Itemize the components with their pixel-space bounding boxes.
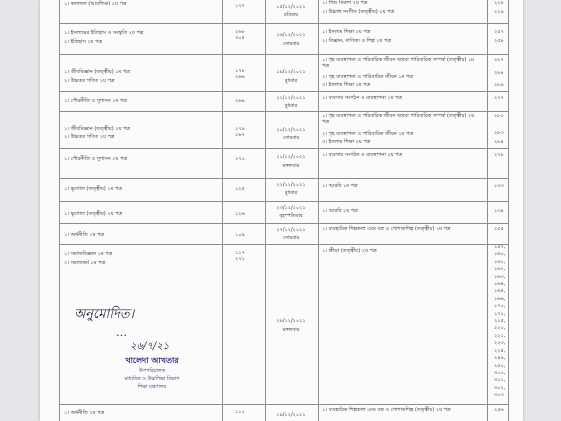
subject-line: ১। সমাজবিজ্ঞান ১ম পত্র — [64, 251, 113, 257]
subject-code: ১৫৭, — [494, 244, 506, 250]
exam-day: সোমবার — [282, 235, 300, 241]
exam-date: ২০/১২/২০২১ — [276, 127, 306, 133]
column-rule — [508, 0, 509, 421]
exam-line: ১। আরবি ১ম পত্র — [322, 183, 358, 189]
subject-code: ১৬০, — [494, 251, 506, 258]
subject-code: ২৭৭ — [494, 95, 504, 101]
row-rule — [59, 54, 509, 55]
subject-code: ২২৯ — [494, 9, 504, 15]
exam-date: ১৫/১২/২০২১ — [276, 4, 306, 10]
exam-day: সোমবার — [282, 41, 300, 47]
subject-code: ৩০০, — [494, 369, 506, 376]
subject-code: ২২৮ — [494, 0, 504, 6]
subject-line: ১। অর্থনীতি ১ম পত্র — [64, 232, 105, 238]
exam-day: বুধবার — [284, 103, 298, 109]
subject-code: ২৮৩ — [494, 130, 504, 136]
subject-code: ১৩৩ — [494, 183, 504, 189]
exam-date: ১৬/১২/২০২১ — [276, 32, 306, 38]
exam-line: ১। ব্যবহারিক শিল্পকলা এবং বস্ত্র ও পোশাকশিল্প (তত্ত্বীয়) ২য় পত্র — [322, 407, 451, 413]
paper-count: ২৬৯ — [235, 98, 245, 104]
subject-code: ২৮৪ — [494, 139, 504, 145]
exam-date: ২১/১২/২০২১ — [276, 154, 306, 160]
column-rule — [222, 0, 223, 421]
row-rule — [59, 178, 509, 179]
subject-code: ২৫৫ — [494, 226, 504, 232]
subject-code: ১৬৩, — [494, 273, 506, 280]
official-stamp — [104, 355, 200, 392]
subject-line: ২। উচ্চতর গণিত ২য় পত্র — [64, 134, 115, 140]
subject-code: ২৪৯, — [494, 355, 506, 362]
subject-line: ১। ইসলামের ইতিহাস ও সংস্কৃতি ২য় পত্র — [64, 30, 144, 36]
signature-approved-text: অনুমোদিত। — [74, 307, 135, 322]
subject-code: ৩০২, — [494, 384, 506, 391]
paper-count: ১১০ — [235, 409, 245, 415]
subject-code: ২৮০ — [494, 113, 504, 119]
paper-count: ১০৯ — [235, 232, 245, 238]
subject-line: ১। জীববিজ্ঞান (তত্ত্বীয়) ২য় পত্র — [64, 126, 131, 132]
exam-date: ২৯/১২/২০২১ — [276, 412, 306, 418]
exam-date: ১৯/১২/২০২১ — [276, 69, 306, 75]
subject-code: ২৫০, — [494, 362, 506, 369]
subject-line: ২। ইতিহাস ২য় পত্র — [64, 39, 103, 45]
subject-code: ২১৫, — [494, 318, 506, 325]
subject-code: ১৬৬, — [494, 295, 506, 302]
column-rule — [318, 0, 319, 421]
subject-line: ১। পৌরনীতি ও সুশাসন ১ম পত্র — [64, 98, 127, 104]
exam-line: ২। উচ্চাঙ্গ সংগীত (তত্ত্বীয়) ২য় পত্র — [322, 9, 395, 15]
subject-line: ১। পৌরনীতি ও সুশাসন ২য় পত্র — [64, 156, 128, 162]
subject-code: ১৬১, — [494, 258, 506, 265]
exam-line: ১। ব্যবসায় সংগঠন ও ব্যবস্থাপনা ২য় পত্র — [322, 152, 403, 158]
paper-count: ১৭৯ ২৬৭ — [235, 126, 245, 138]
subject-code: ২৫৬ — [494, 407, 504, 413]
subject-line: ২। উচ্চতর গণিত ২য় পত্র — [64, 78, 115, 84]
exam-line: ২। বিজ্ঞান, বাণিজ্য ও শিল্প ২য় পত্র — [322, 38, 392, 44]
subject-code: ১৬২, — [494, 266, 506, 273]
row-rule — [59, 244, 509, 245]
row-rule — [59, 23, 509, 24]
subject-code: ২৫৭ — [494, 29, 504, 35]
subject-line: ১। ভূগোল (তত্ত্বীয়) ২য় পত্র — [64, 211, 123, 217]
exam-day: মঙ্গলবার — [282, 327, 300, 333]
subject-code: ২৮৯ — [494, 82, 504, 88]
exam-date: ২২/১২/২০২১ — [276, 182, 306, 188]
subject-line: ১। অর্থনীতি ২য় পত্র — [64, 410, 105, 416]
exam-date: ২৮/১২/২০২১ — [276, 318, 306, 324]
row-rule — [59, 91, 509, 92]
paper-count: ১২৫ — [235, 186, 245, 192]
subject-code: ৩০৩ — [494, 392, 504, 399]
subject-code-list — [494, 244, 505, 400]
exam-routine-page — [40, 0, 523, 421]
paper-count: ২৭০ — [235, 156, 245, 162]
exam-line: ৩। ইসলাম শিক্ষা ১ম পত্র — [322, 82, 371, 88]
subject-code: ২৮৭ — [494, 57, 504, 63]
subject-line: ১। কলাফল (আবশ্যিক) ২য় পত্র — [64, 1, 127, 7]
paper-count: ১৭৭ — [235, 3, 245, 9]
exam-line: ১। শিশু বিকাশ ২য় পত্র — [322, 0, 368, 6]
exam-day: বৃহস্পতিবার — [279, 213, 303, 219]
subject-code: ২৫৮ — [494, 38, 504, 44]
exam-day: বুধবার — [284, 190, 298, 196]
stamp-ministry: শিক্ষা মন্ত্রণালয় — [137, 384, 167, 390]
signature-scribble: … — [116, 326, 127, 339]
paper-count: ২৬৮ ৩০৫ — [235, 29, 245, 41]
exam-line: ১। ব্যবসায় সংগঠন ও ব্যবস্থাপনা ১ম পত্র — [322, 95, 403, 101]
row-rule — [59, 148, 509, 149]
row-rule — [59, 223, 509, 224]
exam-line: ২। গৃহ ব্যবস্থাপনা ও পারিবারিক জীবন ২য় পত্র — [322, 131, 414, 137]
exam-date: ২১/১২/২০২১ — [276, 95, 306, 101]
column-rule — [59, 0, 60, 421]
exam-day: রবিবার — [284, 12, 298, 18]
exam-date: ২৩/১২/২০২১ — [276, 205, 306, 211]
subject-line: ১। জীববিজ্ঞান (তত্ত্বীয়) ১ম পত্র — [64, 69, 130, 75]
exam-line: ১। গৃহ ব্যবস্থাপনা ও পরিবারিক জীবন অথবা পারিবারিক সম্পর্ক (তত্ত্বীয়) ১ম পত্র — [322, 57, 474, 69]
exam-line: ১। আরবি ২য় পত্র — [322, 208, 358, 214]
subject-code: ২৮৮ — [494, 70, 504, 76]
exam-line: ১। ক্রীড়া (তত্ত্বীয়) ২য় পত্র — [322, 248, 377, 254]
subject-code: ১৩৪ — [494, 208, 504, 214]
subject-code: ২২৫, — [494, 347, 506, 354]
exam-line: ১। গৃহ ব্যবস্থাপনা ও পরিবারিক জীবন অথবা পারিবারিক সম্পর্ক (তত্ত্বীয়) ২য় পত্র — [322, 113, 475, 125]
row-rule — [59, 201, 509, 202]
exam-line: ১। ইসলাম শিক্ষা ২য় পত্র — [322, 29, 371, 35]
subject-code: ১৭১, — [494, 310, 506, 317]
subject-code: ২২৩, — [494, 340, 506, 347]
column-rule — [487, 0, 488, 421]
signature-date: ২৬/৭/২১ — [130, 341, 170, 352]
exam-day: সোমবার — [282, 135, 300, 141]
exam-day: মঙ্গলবার — [282, 163, 300, 169]
subject-code: ১৬৫, — [494, 288, 506, 295]
row-rule — [59, 404, 509, 405]
stamp-name: খালেদা আখতার — [125, 356, 179, 365]
column-rule — [265, 0, 266, 421]
subject-code: ২২০, — [494, 325, 506, 332]
exam-line: ৩। ইসলাম শিক্ষা ২য় পত্র — [322, 139, 371, 145]
paper-count: ১২৬ — [235, 211, 245, 217]
paper-count: ১১৭ ২৭১ — [235, 250, 245, 262]
exam-day: বুধবার — [284, 78, 298, 84]
exam-date: ২৭/১২/২০২১ — [276, 227, 306, 233]
exam-line: ২। গৃহ ব্যবস্থাপনা ও পারিবারিক জীবন ১ম পত্র — [322, 74, 414, 80]
subject-code: ২৭৮ — [494, 152, 504, 158]
subject-code: ১৬৪, — [494, 281, 506, 288]
row-rule — [59, 111, 509, 112]
exam-line: ১। ব্যবহারিক শিল্পকলা এবং বস্ত্র ও পোশাকশিল্প (তত্ত্বীয়) ১ম পত্র — [322, 226, 451, 232]
approval-signature — [74, 305, 169, 356]
subject-line: ২। সমাজকর্ম ১ম পত্র — [64, 260, 106, 266]
paper-count: ১৭৮ ২৬৬ — [235, 68, 245, 80]
stamp-office: মাধ্যমিক ও উচ্চশিক্ষা বিভাগ — [124, 376, 180, 382]
subject-code: ২২১, — [494, 332, 506, 339]
subject-code: ১৭০, — [494, 303, 506, 310]
subject-line: ১। ভূগোল (তত্ত্বীয়) ১ম পত্র — [64, 186, 123, 192]
subject-code: ৩০১, — [494, 377, 506, 384]
stamp-title: উপপরিচালক — [138, 368, 166, 374]
